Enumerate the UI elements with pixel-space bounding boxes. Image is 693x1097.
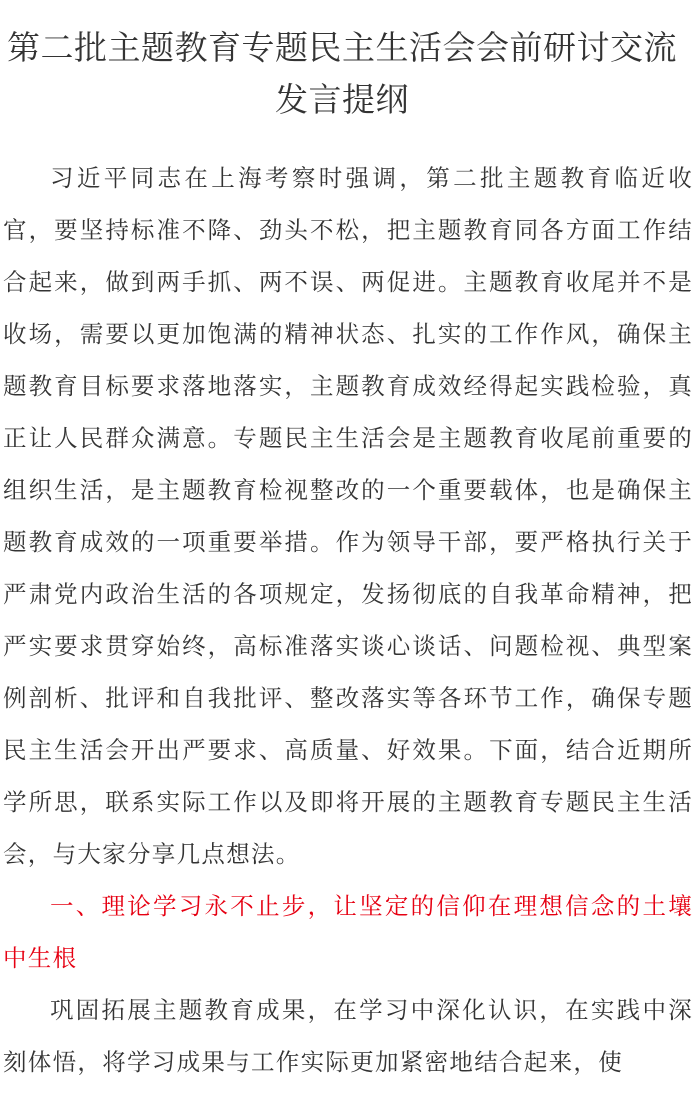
section-paragraph: 巩固拓展主题教育成果，在学习中深化认识，在实践中深刻体悟，将学习成果与工作实际更加紧密地结合起来，使 (3, 996, 693, 1076)
document-title: 第二批主题教育专题民主生活会会前研讨交流发言提纲 (7, 28, 677, 119)
article-body (3, 152, 693, 1088)
intro-paragraph: 习近平同志在上海考察时强调，第二批主题教育临近收官，要坚持标准不降、劲头不松，把主题教育同各方面工作结合起来，做到两手抓、两不误、两促进。主题教育收尾并不是收场，需要以更加饱满的精神状态、扎实的工作作风，确保主题教育目标要求落地落实，主题教育成效经得起实践检验，真正让人民群众满意。专题民主生活会是主题教育收尾前重要的组织生活，是主题教育检视整改的一个重要载体，也是确保主题教育成效的一项重要举措。作为领导干部，要严格执行关于严肃党内政治生活的各项规定，发扬彻底的自我革命精神，把严实要求贯穿始终，高标准落实谈心谈话、问题检视、典型案例剖析、批评和自我批评、整改落实等各环节工作，确保专题民主生活会开出严要求、高质量、好效果。下面，结合近期所学所思，联系实际工作以及即将开展的主题教育专题民主生活会，与大家分享几点想法。 (3, 164, 693, 868)
section-heading: 一、理论学习永不止步，让坚定的信仰在理想信念的土壤中生根 (3, 892, 693, 972)
